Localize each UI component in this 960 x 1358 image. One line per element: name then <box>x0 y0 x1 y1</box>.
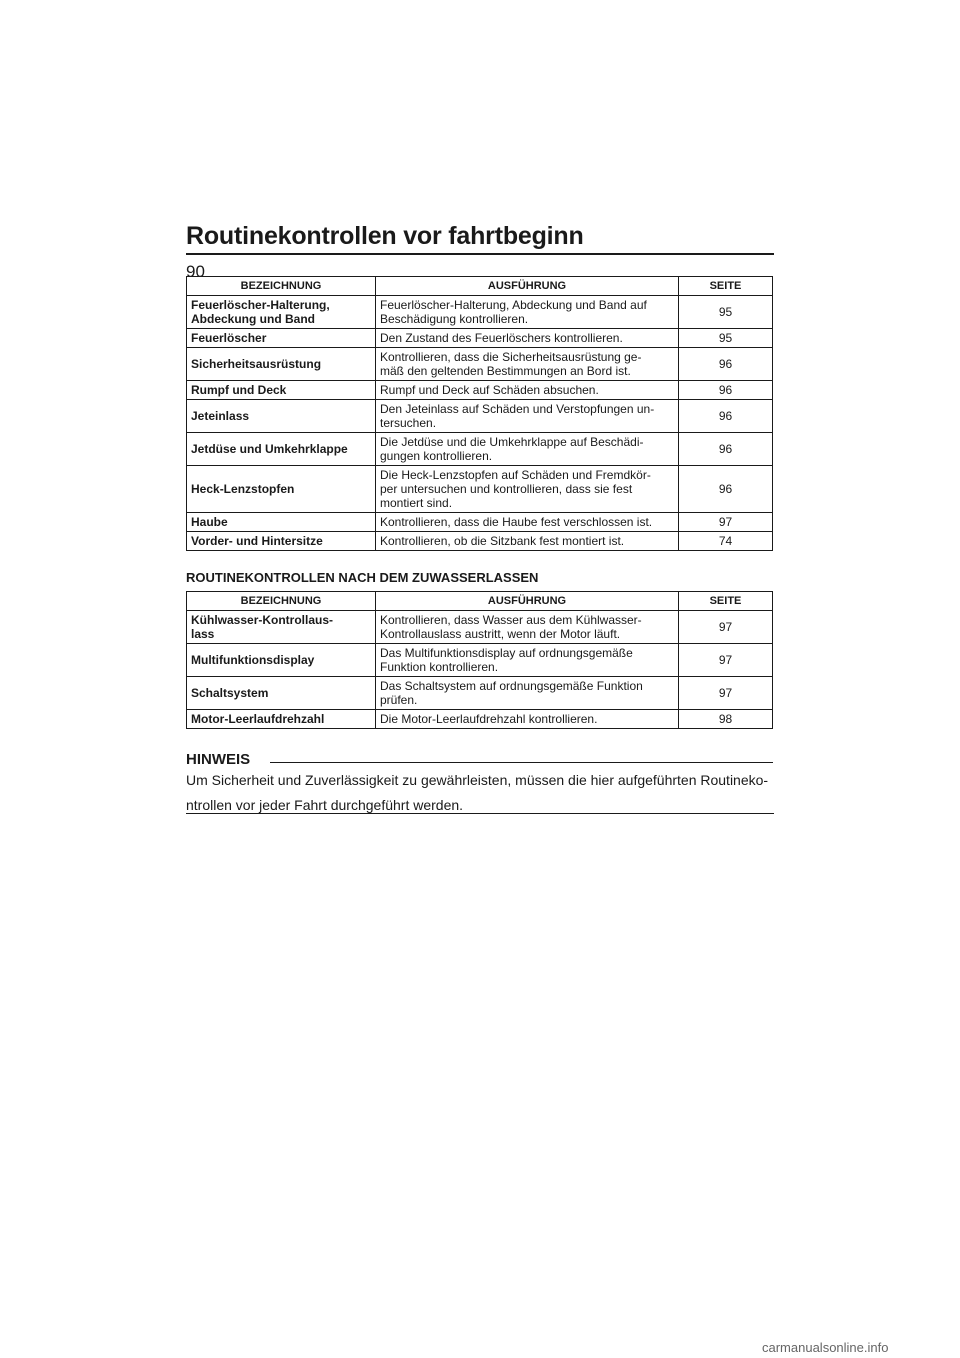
pre-departure-checks-table <box>186 276 773 551</box>
item-name-cell: Schaltsystem <box>187 677 376 710</box>
action-cell: Kontrollieren, dass die Sicherheitsausrüstung ge- mäß den geltenden Bestimmungen an Bord ist. <box>376 348 679 381</box>
page-cell: 97 <box>679 611 773 644</box>
page-cell: 95 <box>679 329 773 348</box>
action-cell: Feuerlöscher-Halterung, Abdeckung und Band auf Beschädigung kontrollieren. <box>376 296 679 329</box>
table-header-row <box>187 277 773 296</box>
column-header-page: SEITE <box>679 592 773 611</box>
table-row <box>187 710 773 729</box>
page-cell: 96 <box>679 466 773 513</box>
table-row <box>187 532 773 551</box>
action-cell: Das Multifunktionsdisplay auf ordnungsgemäße Funktion kontrollieren. <box>376 644 679 677</box>
action-cell: Die Jetdüse und die Umkehrklappe auf Beschädi- gungen kontrollieren. <box>376 433 679 466</box>
page-cell: 96 <box>679 400 773 433</box>
table-row <box>187 513 773 532</box>
note-text: Um Sicherheit und Zuverlässigkeit zu gewährleisten, müssen die hier aufgeführten Routineko- ntrollen vor jeder Fahrt durchgeführt werden. <box>186 772 769 813</box>
table-row <box>187 296 773 329</box>
page-cell: 98 <box>679 710 773 729</box>
item-name-cell: Haube <box>187 513 376 532</box>
page-cell: 97 <box>679 677 773 710</box>
column-header-name: BEZEICHNUNG <box>187 277 376 296</box>
page-cell: 96 <box>679 381 773 400</box>
action-cell: Kontrollieren, dass die Haube fest verschlossen ist. <box>376 513 679 532</box>
action-cell: Rumpf und Deck auf Schäden absuchen. <box>376 381 679 400</box>
column-header-name: BEZEICHNUNG <box>187 592 376 611</box>
page-cell: 97 <box>679 644 773 677</box>
action-cell: Kontrollieren, ob die Sitzbank fest montiert ist. <box>376 532 679 551</box>
table-row <box>187 611 773 644</box>
note-bottom-rule <box>186 813 774 814</box>
page-cell: 95 <box>679 296 773 329</box>
action-cell: Den Jeteinlass auf Schäden und Verstopfungen un- tersuchen. <box>376 400 679 433</box>
action-cell: Die Heck-Lenzstopfen auf Schäden und Fremdkör- per untersuchen und kontrollieren, dass sie fest montiert sind. <box>376 466 679 513</box>
column-header-action: AUSFÜHRUNG <box>376 592 679 611</box>
action-cell: Den Zustand des Feuerlöschers kontrollieren. <box>376 329 679 348</box>
page-cell: 97 <box>679 513 773 532</box>
item-name-cell: Jeteinlass <box>187 400 376 433</box>
item-name-cell: Multifunktionsdisplay <box>187 644 376 677</box>
page-cell: 96 <box>679 348 773 381</box>
action-cell: Die Motor-Leerlaufdrehzahl kontrollieren. <box>376 710 679 729</box>
action-cell: Kontrollieren, dass Wasser aus dem Kühlwasser- Kontrollauslass austritt, wenn der Motor läuft. <box>376 611 679 644</box>
table-row <box>187 381 773 400</box>
note-heading: HINWEIS <box>186 751 251 768</box>
item-name-cell: Jetdüse und Umkehrklappe <box>187 433 376 466</box>
after-launch-checks-table <box>186 591 773 729</box>
table-row <box>187 433 773 466</box>
page-cell: 96 <box>679 433 773 466</box>
section-heading: ROUTINEKONTROLLEN NACH DEM ZUWASSERLASSEN <box>186 570 539 585</box>
title-rule <box>186 253 774 255</box>
table-row <box>187 348 773 381</box>
page-number: 90 <box>186 262 205 281</box>
table-row <box>187 329 773 348</box>
item-name-cell: Feuerlöscher <box>187 329 376 348</box>
page-title: Routinekontrollen vor fahrtbeginn <box>186 222 584 250</box>
page-cell: 74 <box>679 532 773 551</box>
table-row <box>187 677 773 710</box>
item-name-cell: Vorder- und Hintersitze <box>187 532 376 551</box>
item-name-cell: Motor-Leerlaufdrehzahl <box>187 710 376 729</box>
note-rule <box>270 762 773 763</box>
item-name-cell: Rumpf und Deck <box>187 381 376 400</box>
watermark: carmanualsonline.info <box>762 1340 889 1355</box>
column-header-action: AUSFÜHRUNG <box>376 277 679 296</box>
item-name-cell: Kühlwasser-Kontrollaus- lass <box>187 611 376 644</box>
table-row <box>187 466 773 513</box>
item-name-cell: Sicherheitsausrüstung <box>187 348 376 381</box>
table-row <box>187 400 773 433</box>
table-row <box>187 644 773 677</box>
table-header-row <box>187 592 773 611</box>
item-name-cell: Feuerlöscher-Halterung, Abdeckung und Band <box>187 296 376 329</box>
action-cell: Das Schaltsystem auf ordnungsgemäße Funktion prüfen. <box>376 677 679 710</box>
column-header-page: SEITE <box>679 277 773 296</box>
item-name-cell: Heck-Lenzstopfen <box>187 466 376 513</box>
